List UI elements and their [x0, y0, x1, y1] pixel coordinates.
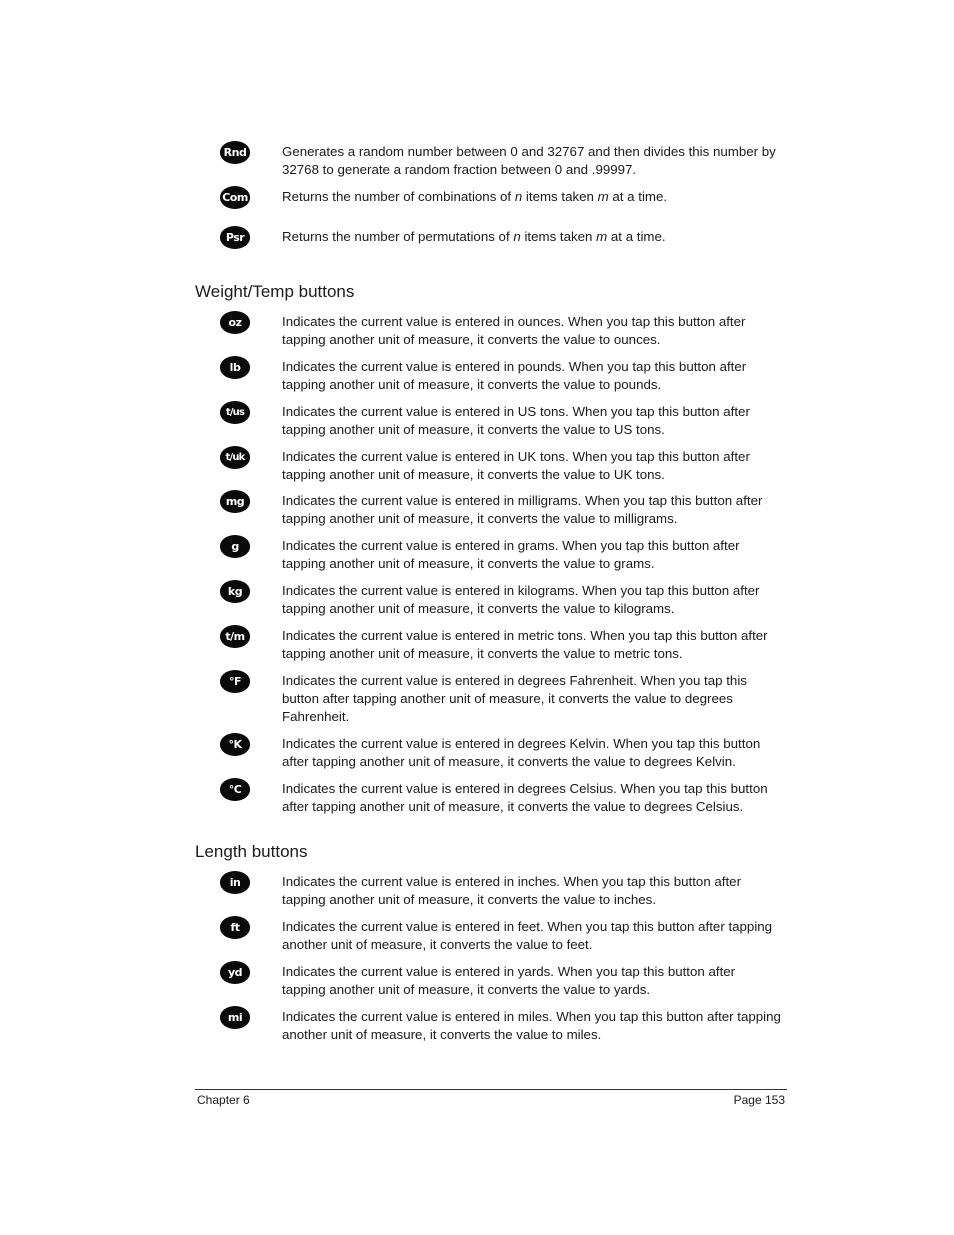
length-heading: Length buttons: [195, 842, 308, 861]
rnd-button-icon: Rnd: [220, 141, 250, 164]
lb-description: Indicates the current value is entered in pounds. When you tap this button after tapping another unit of measure, it converts the value to pounds.: [282, 359, 747, 392]
weight-temp-heading: Weight/Temp buttons: [195, 282, 355, 301]
fahrenheit-description: Indicates the current value is entered in degrees Fahrenheit. When you tap this button after tapping another unit of measure, it converts the value to degrees Fahrenheit.: [282, 673, 747, 724]
celsius-description: Indicates the current value is entered in degrees Celsius. When you tap this button after tapping another unit of measure, it converts the value to degrees Celsius.: [282, 781, 768, 814]
g-button-icon: g: [220, 535, 250, 558]
in-button-icon: in: [220, 871, 250, 894]
g-description: Indicates the current value is entered in grams. When you tap this button after tapping another unit of measure, it converts the value to grams.: [282, 538, 740, 571]
tus-button-icon: t/us: [220, 401, 250, 424]
tuk-button-icon: t/uk: [220, 446, 250, 469]
com-description: Returns the number of combinations of n items taken m at a time.: [282, 189, 668, 204]
kelvin-button-icon: °K: [220, 733, 250, 756]
psr-button-icon: Psr: [220, 226, 250, 249]
footer-divider: [195, 1089, 787, 1090]
yd-description: Indicates the current value is entered in yards. When you tap this button after tapping another unit of measure, it converts the value to yards.: [282, 964, 736, 997]
mg-button-icon: mg: [220, 490, 250, 513]
lb-button-icon: lb: [220, 356, 250, 379]
yd-button-icon: yd: [220, 961, 250, 984]
tuk-description: Indicates the current value is entered in UK tons. When you tap this button after tapping another unit of measure, it converts the value to UK tons.: [282, 449, 750, 482]
psr-description: Returns the number of permutations of n items taken m at a time.: [282, 229, 666, 244]
rnd-description: Generates a random number between 0 and 32767 and then divides this number by 32768 to generate a random fraction between 0 and .99997.: [282, 144, 776, 177]
kelvin-description: Indicates the current value is entered in degrees Kelvin. When you tap this button after tapping another unit of measure, it converts the value to degrees Kelvin.: [282, 736, 761, 769]
kg-description: Indicates the current value is entered in kilograms. When you tap this button after tapping another unit of measure, it converts the value to kilograms.: [282, 583, 760, 616]
footer-page-number: Page 153: [733, 1093, 785, 1107]
mi-button-icon: mi: [220, 1006, 250, 1029]
fahrenheit-button-icon: °F: [220, 670, 250, 693]
ft-description: Indicates the current value is entered in feet. When you tap this button after tapping another unit of measure, it converts the value to feet.: [282, 919, 773, 952]
oz-button-icon: oz: [220, 311, 250, 334]
tm-description: Indicates the current value is entered in metric tons. When you tap this button after tapping another unit of measure, it converts the value to metric tons.: [282, 628, 768, 661]
ft-button-icon: ft: [220, 916, 250, 939]
com-button-icon: Com: [220, 186, 250, 209]
oz-description: Indicates the current value is entered in ounces. When you tap this button after tapping another unit of measure, it converts the value to ounces.: [282, 314, 746, 347]
tm-button-icon: t/m: [220, 625, 250, 648]
footer-chapter: Chapter 6: [197, 1093, 250, 1107]
kg-button-icon: kg: [220, 580, 250, 603]
mi-description: Indicates the current value is entered in miles. When you tap this button after tapping another unit of measure, it converts the value to miles.: [282, 1009, 781, 1042]
celsius-button-icon: °C: [220, 778, 250, 801]
tus-description: Indicates the current value is entered in US tons. When you tap this button after tapping another unit of measure, it converts the value to US tons.: [282, 404, 750, 437]
in-description: Indicates the current value is entered in inches. When you tap this button after tapping another unit of measure, it converts the value to inches.: [282, 874, 742, 907]
mg-description: Indicates the current value is entered in milligrams. When you tap this button after tapping another unit of measure, it converts the value to milligrams.: [282, 493, 763, 526]
